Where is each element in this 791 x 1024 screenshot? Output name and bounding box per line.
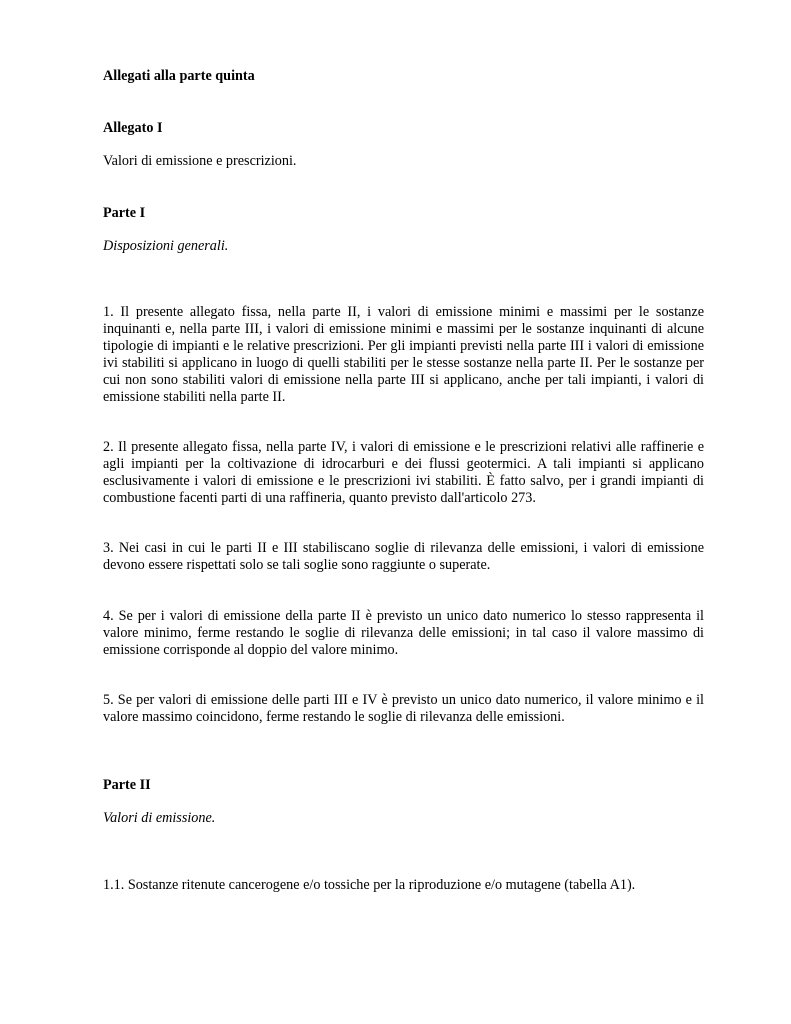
parte-1-title: Parte I <box>103 205 146 221</box>
paragraph-1-1: 1.1. Sostanze ritenute cancerogene e/o tossiche per la riproduzione e/o mutagene (tabella A1). <box>103 877 636 893</box>
parte-2-title: Parte II <box>103 777 151 793</box>
paragraph-5: 5. Se per valori di emissione delle parti III e IV è previsto un unico dato numerico, il valore minimo e il valore massimo coincidono, ferme restando le soglie di rilevanza delle emissioni. <box>103 692 704 725</box>
paragraph-2: 2. Il presente allegato fissa, nella parte IV, i valori di emissione e le prescrizioni relativi alle raffinerie e agli impianti per la coltivazione di idrocarburi e dei flussi geotermici. A tali impianti si applicano esclusivamente i valori di emissione e le prescrizioni ivi stabiliti. È fatto salvo, per i grandi impianti di combustione facenti parti di una raffineria, quanto previsto dall'articolo 273. <box>103 439 704 506</box>
document-heading: Allegati alla parte quinta <box>103 68 255 84</box>
paragraph-3: 3. Nei casi in cui le parti II e III stabiliscano soglie di rilevanza delle emissioni, i valori di emissione devono essere rispettati solo se tali soglie sono raggiunte o superate. <box>103 540 704 573</box>
allegato-title: Allegato I <box>103 120 163 136</box>
allegato-subtitle: Valori di emissione e prescrizioni. <box>103 153 297 169</box>
paragraph-4: 4. Se per i valori di emissione della parte II è previsto un unico dato numerico lo stesso rappresenta il valore minimo, ferme restando le soglie di rilevanza delle emissioni; in tal caso il valore massimo di emissione corrisponde al doppio del valore minimo. <box>103 608 704 658</box>
parte-2-subtitle: Valori di emissione. <box>103 810 216 826</box>
parte-1-subtitle: Disposizioni generali. <box>103 238 229 254</box>
paragraph-1: 1. Il presente allegato fissa, nella parte II, i valori di emissione minimi e massimi per le sostanze inquinanti e, nella parte III, i valori di emissione minimi e massimi per le sostanze inquinanti di alcune tipologie di impianti e le relative prescrizioni. Per gli impianti previsti nella parte III i valori di emissione ivi stabiliti si applicano in luogo di quelli stabiliti per le stesse sostanze nella parte II. Per le sostanze per cui non sono stabiliti valori di emissione nella parte III si applicano, anche per tali impianti, i valori di emissione stabiliti nella parte II. <box>103 304 704 405</box>
